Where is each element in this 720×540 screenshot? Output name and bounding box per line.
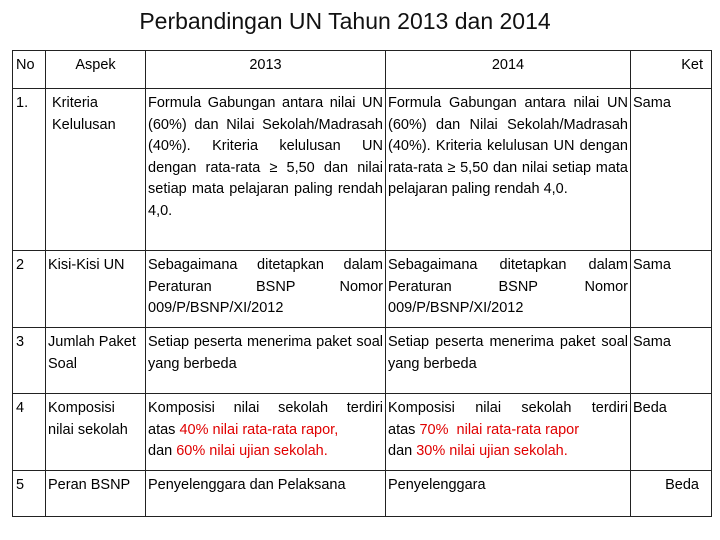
header-2014: 2014 (386, 51, 631, 89)
composition-prefix: atas (148, 421, 176, 438)
row-aspek: Kriteria Kelulusan (46, 89, 146, 251)
header-row (13, 51, 712, 89)
row-2014: Sebagaimana ditetapkan dalam Peraturan BSNP Nomor 009/P/BSNP/XI/2012 (386, 251, 631, 328)
composition-line: Komposisi nilai sekolah terdiri (388, 400, 628, 416)
composition-prefix: atas (388, 421, 416, 438)
row-ket: Sama (631, 89, 712, 251)
header-2013: 2013 (146, 51, 386, 89)
header-ket: Ket (631, 51, 712, 89)
composition-line: Komposisi nilai sekolah terdiri (148, 400, 383, 416)
table-row (13, 471, 712, 517)
row-2013: Setiap peserta menerima paket soal yang berbeda (146, 328, 386, 394)
row-2013: Formula Gabungan antara nilai UN (60%) dan Nilai Sekolah/Madrasah (40%). Kriteria kelulusan UN dengan rata-rata ≥ 5,50 dan nilai setiap mata pelajaran paling rendah 4,0. (146, 89, 386, 251)
row-aspek: Kisi-Kisi UN (46, 251, 146, 328)
row-2014: Setiap peserta menerima paket soal yang berbeda (386, 328, 631, 394)
row-ket: Beda (631, 394, 712, 471)
row-aspek: Jumlah Paket Soal (46, 328, 146, 394)
row-2014: Formula Gabungan antara nilai UN (60%) dan Nilai Sekolah/Madrasah (40%). Kriteria kelulusan UN dengan rata-rata ≥ 5,50 dan nilai setiap mata pelajaran paling rendah 4,0. (386, 89, 631, 251)
page-title: Perbandingan UN Tahun 2013 dan 2014 (139, 8, 551, 34)
row-ket: Beda (631, 471, 712, 517)
row-number: 5 (13, 471, 46, 517)
composition-highlight: 70% nilai rata-rata rapor (419, 421, 580, 438)
table-row (13, 328, 712, 394)
comparison-table (12, 50, 712, 517)
table-row (13, 394, 712, 471)
header-aspek: Aspek (46, 51, 146, 89)
row-number: 2 (13, 251, 46, 328)
row-2014: Penyelenggara (386, 471, 631, 517)
row-ket: Sama (631, 328, 712, 394)
composition-prefix: dan (388, 443, 413, 459)
row-2013: Sebagaimana ditetapkan dalam Peraturan BSNP Nomor 009/P/BSNP/XI/2012 (146, 251, 386, 328)
row-2013 (146, 394, 386, 471)
table-row (13, 89, 712, 251)
composition-prefix: dan (148, 443, 173, 459)
composition-highlight: 60% nilai ujian sekolah. (176, 443, 328, 459)
composition-highlight: 30% nilai ujian sekolah. (416, 443, 568, 459)
row-number: 4 (13, 394, 46, 471)
row-aspek: Peran BSNP (46, 471, 146, 517)
composition-highlight: 40% nilai rata-rata rapor, (179, 421, 339, 438)
row-number: 3 (13, 328, 46, 394)
header-no: No (13, 51, 46, 89)
row-aspek: Komposisi nilai sekolah (46, 394, 146, 471)
row-2013: Penyelenggara dan Pelaksana (146, 471, 386, 517)
row-ket: Sama (631, 251, 712, 328)
row-2014 (386, 394, 631, 471)
row-number: 1. (13, 89, 46, 251)
table-row (13, 251, 712, 328)
